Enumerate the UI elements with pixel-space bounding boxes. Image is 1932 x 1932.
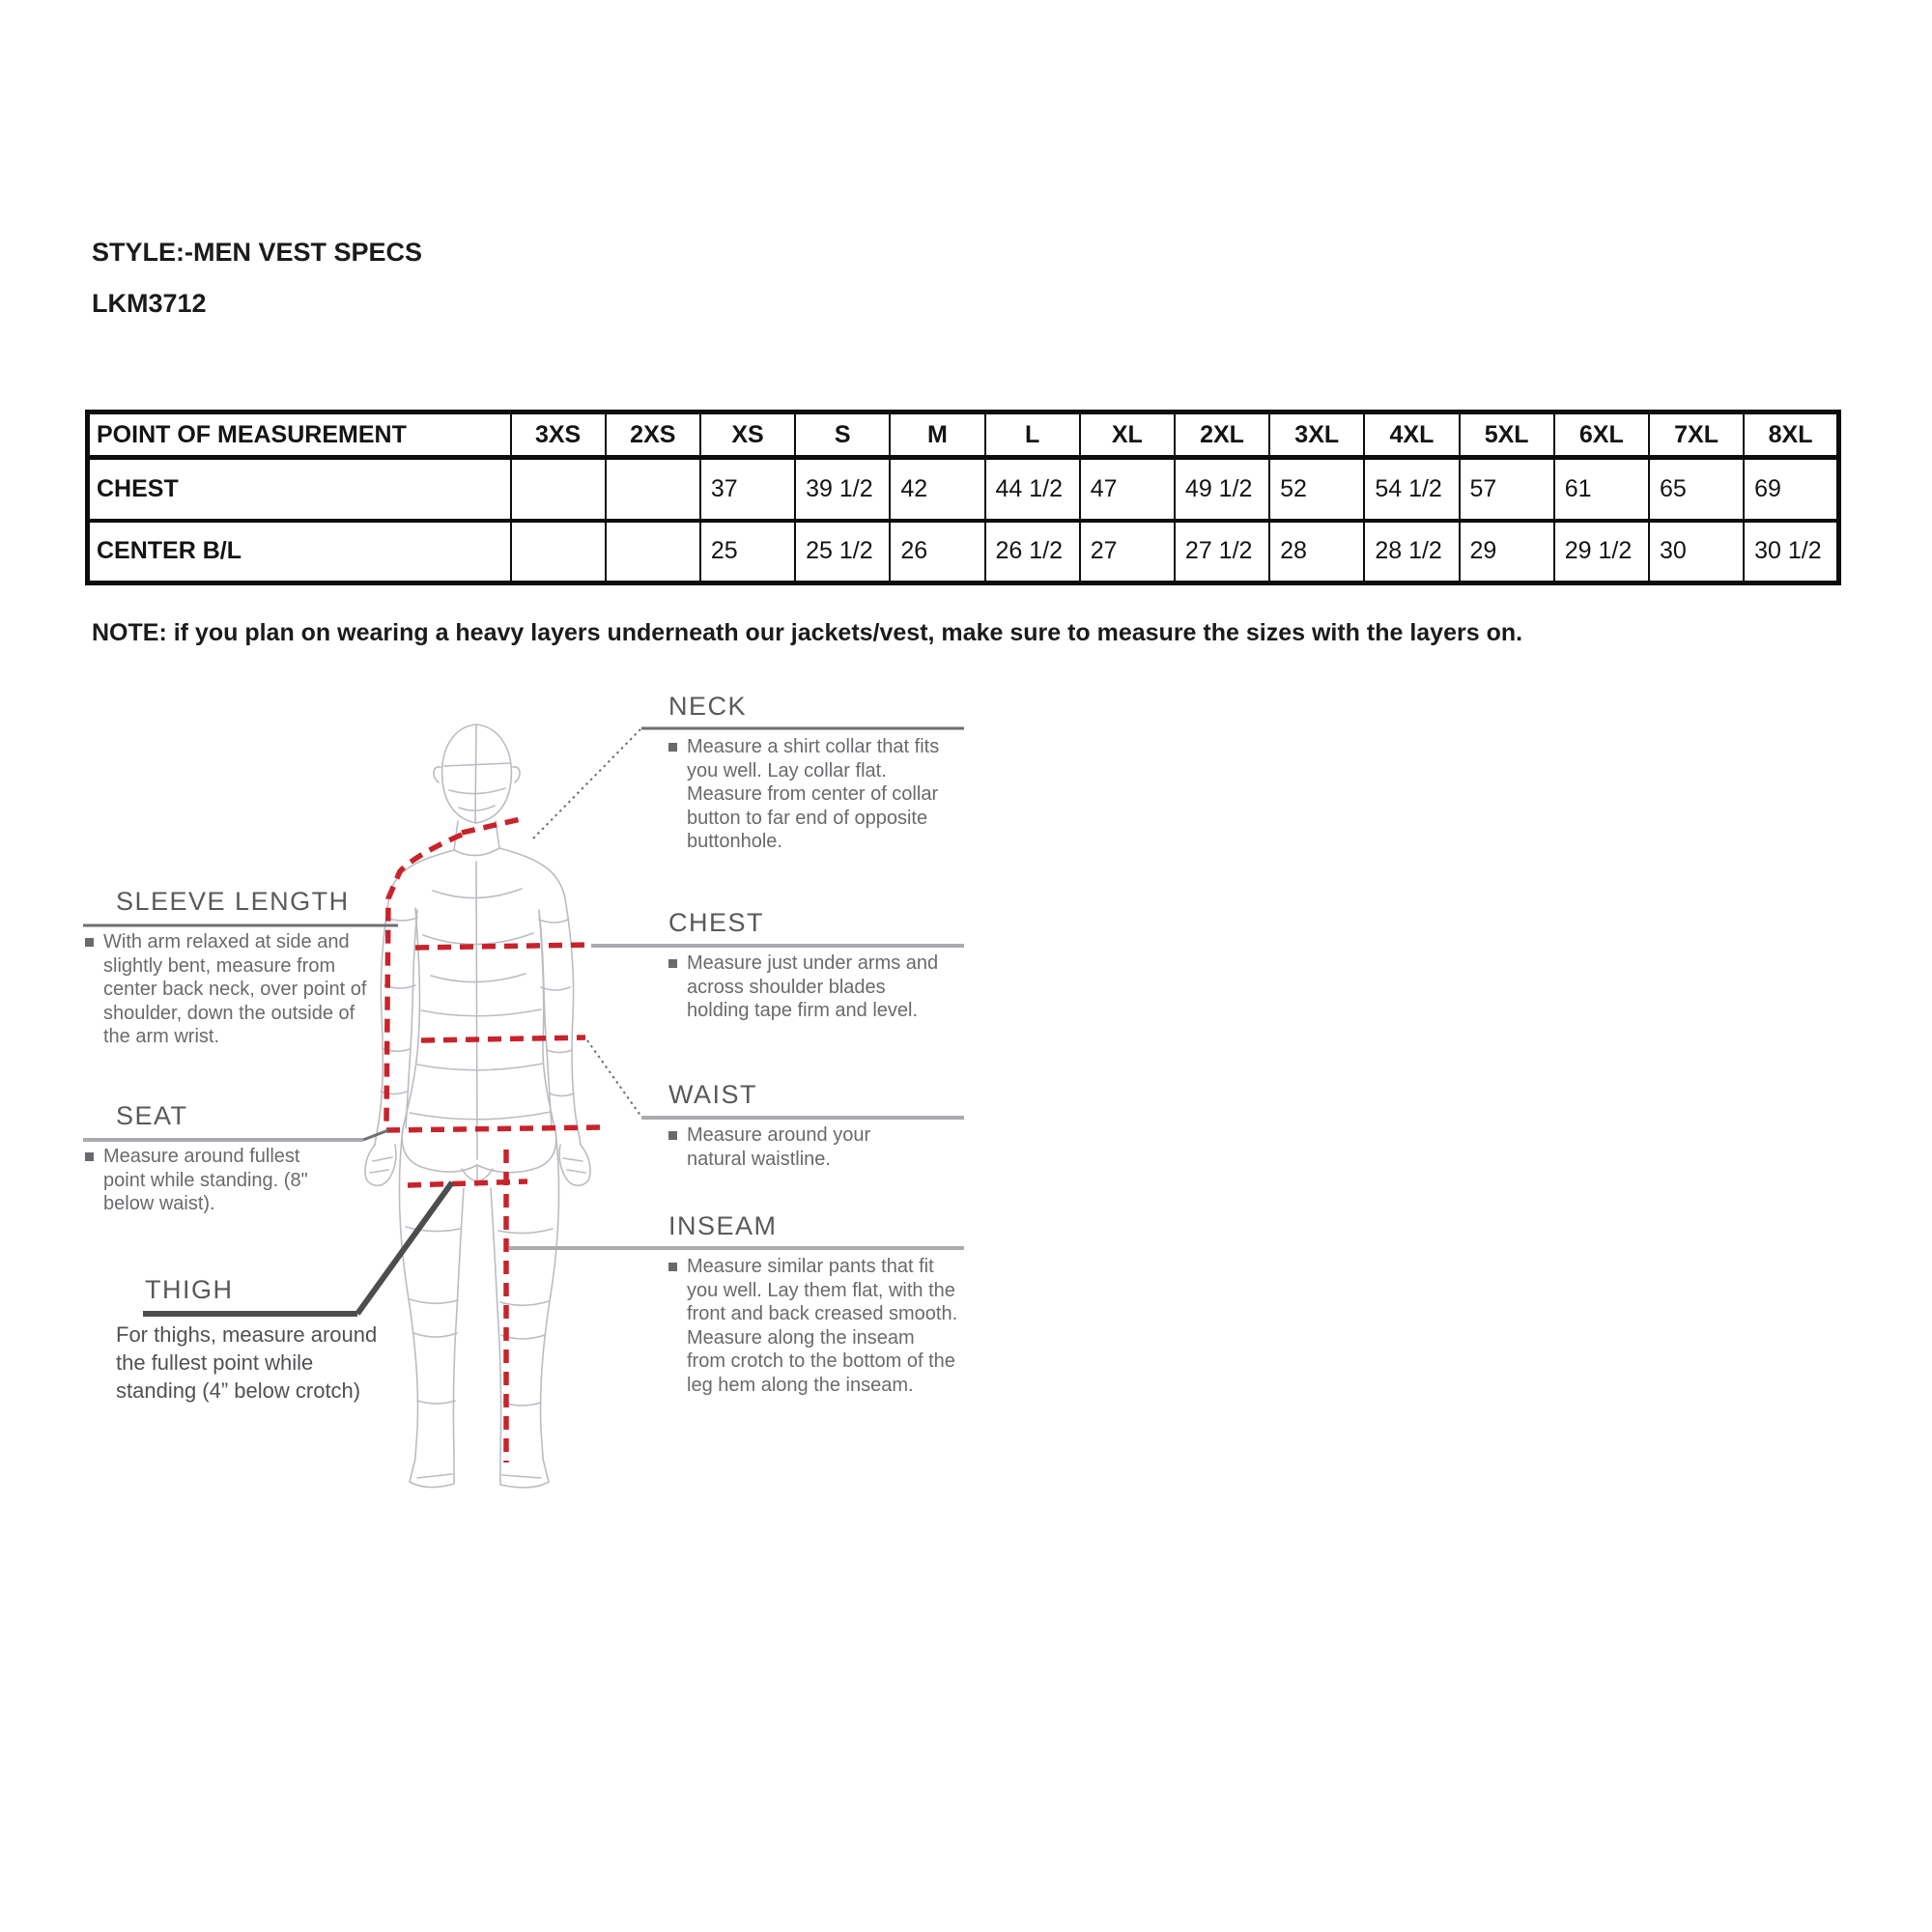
size-table-header-row xyxy=(88,412,1839,458)
guide-section-thigh xyxy=(116,1275,406,1405)
row-label: CENTER B/L xyxy=(88,521,511,583)
size-table-body xyxy=(88,458,1839,583)
neck-measure-line xyxy=(462,818,525,833)
header-cell-size-s: S xyxy=(795,412,890,458)
bullet-square xyxy=(668,743,677,752)
size-value-cell: 39 1/2 xyxy=(795,458,890,521)
size-value-cell: 29 xyxy=(1460,521,1554,583)
guide-heading-inseam: INSEAM xyxy=(668,1211,778,1240)
header-cell-size-2xs: 2XS xyxy=(606,412,700,458)
size-value-cell: 27 xyxy=(1080,521,1175,583)
guide-section-waist xyxy=(668,1080,891,1171)
size-value-cell: 47 xyxy=(1080,458,1175,521)
size-value-cell: 25 1/2 xyxy=(795,521,890,583)
thigh-measure-line xyxy=(408,1181,527,1185)
guide-heading-chest: CHEST xyxy=(668,908,765,937)
style-code: LKM3712 xyxy=(92,289,207,318)
sleeve-measure-line xyxy=(386,835,462,1122)
size-value-cell: 28 xyxy=(1269,521,1364,583)
size-value-cell: 44 1/2 xyxy=(985,458,1080,521)
size-value-cell: 26 xyxy=(890,521,984,583)
size-value-cell xyxy=(606,521,700,583)
size-value-cell: 37 xyxy=(700,458,795,521)
guide-heading-thigh: THIGH xyxy=(145,1275,234,1304)
header-cell-size-4xl: 4XL xyxy=(1364,412,1459,458)
guide-text-sleeve-length: With arm relaxed at side and slightly bent, measure from center back neck, over point of shoulder, down the outside of the arm wrist. xyxy=(103,931,367,1047)
size-table-row xyxy=(88,521,1839,583)
header-cell-size-5xl: 5XL xyxy=(1460,412,1554,458)
size-value-cell xyxy=(606,458,700,521)
header-cell-size-m: M xyxy=(890,412,984,458)
size-table-row xyxy=(88,458,1839,521)
bullet-square xyxy=(668,1131,677,1140)
guide-section-neck xyxy=(668,692,958,854)
size-value-cell xyxy=(511,521,606,583)
title-block xyxy=(92,238,422,319)
neck-leader-line xyxy=(533,728,641,838)
size-value-cell: 61 xyxy=(1554,458,1649,521)
size-value-cell: 65 xyxy=(1649,458,1744,521)
guide-text-inseam: Measure similar pants that fit you well. Lay them flat, with the front and back creased smooth. Measure along the inseam from crotch to the bottom of the leg hem along the inseam. xyxy=(687,1256,958,1396)
header-cell-size-l: L xyxy=(985,412,1080,458)
header-cell-size-2xl: 2XL xyxy=(1175,412,1269,458)
size-value-cell: 57 xyxy=(1460,458,1554,521)
bullet-square xyxy=(85,938,94,947)
size-value-cell: 52 xyxy=(1269,458,1364,521)
guide-heading-sleeve-length: SLEEVE LENGTH xyxy=(116,887,350,916)
bullet-square xyxy=(668,959,677,968)
guide-heading-seat: SEAT xyxy=(116,1101,188,1130)
seat-measure-line xyxy=(386,1127,601,1130)
header-cell-size-xs: XS xyxy=(700,412,795,458)
guide-section-inseam xyxy=(668,1211,958,1397)
header-cell-size-6xl: 6XL xyxy=(1554,412,1649,458)
measurement-guide xyxy=(77,667,966,1497)
size-value-cell: 54 1/2 xyxy=(1364,458,1459,521)
size-value-cell: 30 1/2 xyxy=(1744,521,1838,583)
size-value-cell: 25 xyxy=(700,521,795,583)
bullet-square xyxy=(668,1263,677,1271)
header-cell-point-of-measurement: POINT OF MEASUREMENT xyxy=(88,412,511,458)
size-value-cell: 69 xyxy=(1744,458,1838,521)
size-value-cell xyxy=(511,458,606,521)
page-title: STYLE:-MEN VEST SPECS xyxy=(92,238,423,267)
guide-section-chest xyxy=(668,908,949,1023)
header-cell-size-3xl: 3XL xyxy=(1269,412,1364,458)
size-value-cell: 49 1/2 xyxy=(1175,458,1269,521)
size-table xyxy=(85,410,1841,585)
row-label: CHEST xyxy=(88,458,511,521)
size-value-cell: 42 xyxy=(890,458,984,521)
waist-leader-line xyxy=(587,1040,641,1117)
chest-measure-line xyxy=(415,945,589,948)
guide-text-chest: Measure just under arms and across shoulder blades holding tape firm and level. xyxy=(687,952,939,1021)
guide-heading-neck: NECK xyxy=(668,692,748,721)
waist-measure-line xyxy=(421,1037,585,1040)
size-value-cell: 27 1/2 xyxy=(1175,521,1269,583)
header-cell-size-7xl: 7XL xyxy=(1649,412,1744,458)
bullet-square xyxy=(85,1152,94,1161)
guide-text-thigh: For thighs, measure around the fullest point while standing (4” below crotch) xyxy=(116,1322,378,1403)
guide-section-seat xyxy=(85,1101,327,1216)
guide-heading-waist: WAIST xyxy=(668,1080,757,1109)
size-value-cell: 28 1/2 xyxy=(1364,521,1459,583)
guide-text-seat: Measure around fullest point while standing. (8" below waist). xyxy=(103,1146,308,1214)
guide-text-neck: Measure a shirt collar that fits you well. Lay collar flat. Measure from center of collar button to far end of opposite buttonhole. xyxy=(687,736,940,852)
guide-section-sleeve-length xyxy=(85,887,367,1049)
note-text: NOTE: if you plan on wearing a heavy layers underneath our jackets/vest, make sure to measure the sizes with the layers on. xyxy=(92,619,1523,646)
size-value-cell: 26 1/2 xyxy=(985,521,1080,583)
header-cell-size-3xs: 3XS xyxy=(511,412,606,458)
header-cell-size-8xl: 8XL xyxy=(1744,412,1838,458)
size-value-cell: 29 1/2 xyxy=(1554,521,1649,583)
guide-text-waist: Measure around your natural waistline. xyxy=(687,1124,871,1170)
header-cell-size-xl: XL xyxy=(1080,412,1175,458)
size-value-cell: 30 xyxy=(1649,521,1744,583)
